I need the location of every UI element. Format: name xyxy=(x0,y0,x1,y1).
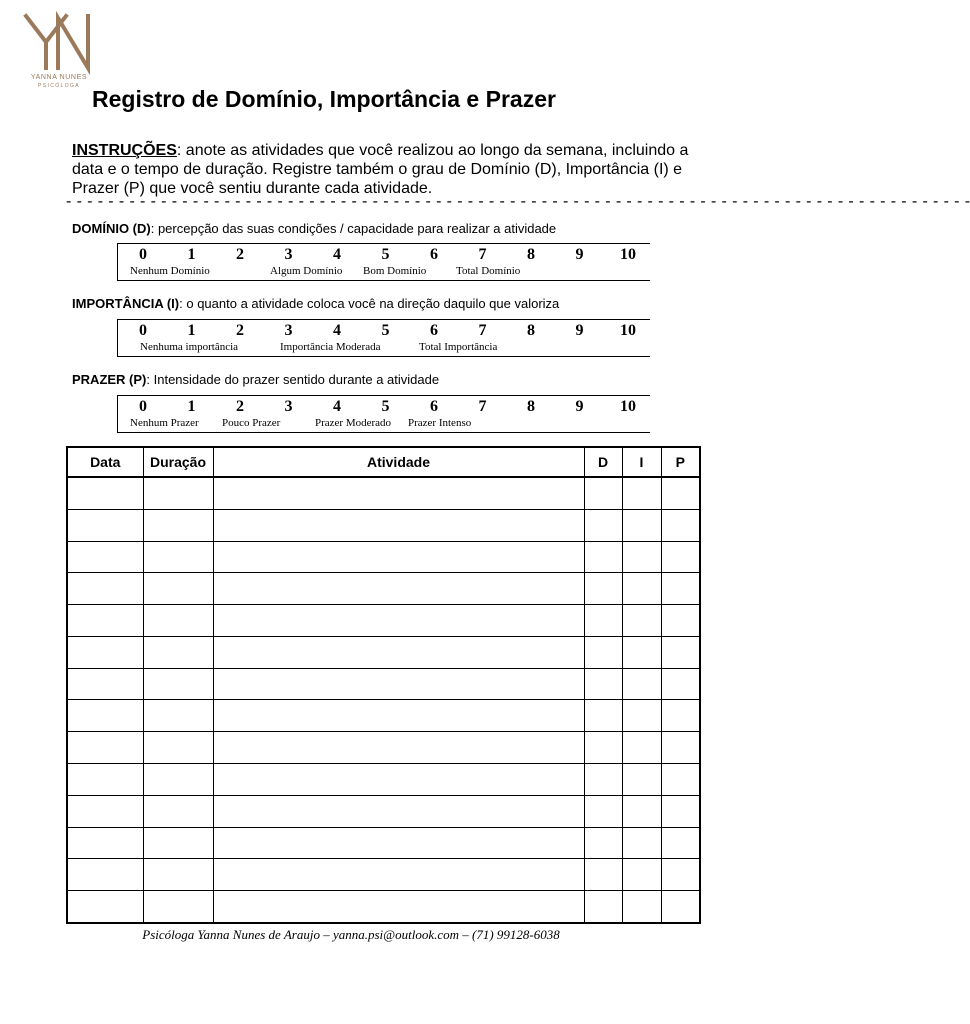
page-title: Registro de Domínio, Importância e Prazer xyxy=(92,86,556,112)
scale-label-text: : o quanto a atividade coloca você na direção daquilo que valoriza xyxy=(179,296,560,311)
scale-number: 1 xyxy=(187,322,196,339)
cell-i[interactable] xyxy=(622,795,661,827)
scale-number: 5 xyxy=(381,322,390,339)
table-row xyxy=(67,573,700,605)
cell-atividade[interactable] xyxy=(213,891,584,923)
scale-descriptor: Nenhum Domínio xyxy=(130,265,210,277)
cell-data[interactable] xyxy=(67,477,143,509)
cell-data[interactable] xyxy=(67,795,143,827)
scale-number: 5 xyxy=(381,398,390,415)
scale-label-bold: PRAZER (P) xyxy=(72,372,147,387)
cell-atividade[interactable] xyxy=(213,668,584,700)
cell-data[interactable] xyxy=(67,764,143,796)
scale-descriptor: Pouco Prazer xyxy=(222,417,281,429)
scale-prazer xyxy=(117,395,650,433)
cell-i[interactable] xyxy=(622,827,661,859)
cell-duracao[interactable] xyxy=(143,605,213,637)
cell-d[interactable] xyxy=(584,827,622,859)
cell-duracao[interactable] xyxy=(143,732,213,764)
scale-label-importancia xyxy=(72,296,559,311)
cell-duracao[interactable] xyxy=(143,668,213,700)
cell-d[interactable] xyxy=(584,605,622,637)
scale-number: 4 xyxy=(333,322,341,339)
cell-d[interactable] xyxy=(584,573,622,605)
scale-number: 6 xyxy=(430,322,438,339)
cell-d[interactable] xyxy=(584,891,622,923)
cell-p[interactable] xyxy=(661,541,700,573)
scale-number: 10 xyxy=(620,322,636,339)
header-duracao: Duração xyxy=(143,447,213,477)
cell-atividade[interactable] xyxy=(213,795,584,827)
cell-duracao[interactable] xyxy=(143,636,213,668)
header-p: P xyxy=(661,447,700,477)
cell-i[interactable] xyxy=(622,636,661,668)
scale-dominio xyxy=(117,243,650,281)
cell-data[interactable] xyxy=(67,636,143,668)
scale-label-dominio xyxy=(72,221,556,236)
cell-data[interactable] xyxy=(67,827,143,859)
cell-data[interactable] xyxy=(67,541,143,573)
header-i: I xyxy=(622,447,661,477)
cell-p[interactable] xyxy=(661,764,700,796)
scale-descriptor: Total Importância xyxy=(419,341,498,353)
cell-p[interactable] xyxy=(661,700,700,732)
cell-duracao[interactable] xyxy=(143,827,213,859)
scale-number: 0 xyxy=(139,398,147,415)
cell-atividade[interactable] xyxy=(213,541,584,573)
scale-number: 2 xyxy=(236,322,244,339)
cell-data[interactable] xyxy=(67,668,143,700)
instructions-text: : anote as atividades que você realizou ao longo da semana, incluindo a data e o tempo de duração. Registre também o grau de Domínio (D), Importância (I) e Prazer (P) que você sentiu durante cada atividade. xyxy=(72,142,689,197)
scale-number: 8 xyxy=(527,322,535,339)
cell-d[interactable] xyxy=(584,732,622,764)
cell-atividade[interactable] xyxy=(213,700,584,732)
cell-i[interactable] xyxy=(622,605,661,637)
scale-number: 9 xyxy=(575,246,584,263)
scale-number: 0 xyxy=(139,322,147,339)
scale-number: 2 xyxy=(236,246,244,263)
table-row xyxy=(67,827,700,859)
scale-number: 3 xyxy=(284,246,293,263)
cell-duracao[interactable] xyxy=(143,541,213,573)
cell-d[interactable] xyxy=(584,477,622,509)
cell-atividade[interactable] xyxy=(213,764,584,796)
table-row xyxy=(67,891,700,923)
cell-i[interactable] xyxy=(622,668,661,700)
scale-number: 10 xyxy=(620,246,636,263)
scale-label-bold: IMPORTÂNCIA (I) xyxy=(72,296,180,311)
scale-number: 1 xyxy=(187,246,196,263)
cell-atividade[interactable] xyxy=(213,827,584,859)
cell-p[interactable] xyxy=(661,827,700,859)
cell-i[interactable] xyxy=(622,891,661,923)
scale-label-text: : percepção das suas condições / capacidade para realizar a atividade xyxy=(150,221,557,236)
yn-monogram-icon xyxy=(22,12,96,72)
cell-d[interactable] xyxy=(584,859,622,891)
scale-number: 6 xyxy=(430,398,438,415)
scale-number: 9 xyxy=(575,398,584,415)
scale-descriptor: Total Domínio xyxy=(456,265,521,277)
table-row xyxy=(67,477,700,509)
cell-duracao[interactable] xyxy=(143,764,213,796)
table-row xyxy=(67,764,700,796)
table-row xyxy=(67,668,700,700)
cell-d[interactable] xyxy=(584,795,622,827)
cell-i[interactable] xyxy=(622,732,661,764)
scale-importancia xyxy=(117,319,650,357)
cell-i[interactable] xyxy=(622,509,661,541)
scale-number: 5 xyxy=(381,246,390,263)
table-row xyxy=(67,732,700,764)
scale-number: 0 xyxy=(139,246,147,263)
scale-number: 10 xyxy=(620,398,636,415)
cell-p[interactable] xyxy=(661,859,700,891)
brand-logo xyxy=(18,12,100,92)
scale-descriptor: Nenhum Prazer xyxy=(130,417,199,429)
cell-duracao[interactable] xyxy=(143,700,213,732)
scale-number: 8 xyxy=(527,398,535,415)
cell-data[interactable] xyxy=(67,700,143,732)
cell-atividade[interactable] xyxy=(213,636,584,668)
cell-data[interactable] xyxy=(67,605,143,637)
cell-p[interactable] xyxy=(661,573,700,605)
scale-number: 6 xyxy=(430,246,438,263)
instructions-lead: INSTRUÇÕES xyxy=(72,142,177,159)
cell-d[interactable] xyxy=(584,764,622,796)
scale-label-bold: DOMÍNIO (D) xyxy=(72,221,151,236)
scale-descriptor: Importância Moderada xyxy=(280,341,381,353)
cell-d[interactable] xyxy=(584,668,622,700)
scale-descriptor: Prazer Moderado xyxy=(315,417,392,429)
cell-duracao[interactable] xyxy=(143,795,213,827)
scale-number: 7 xyxy=(478,246,487,263)
cell-data[interactable] xyxy=(67,891,143,923)
cell-p[interactable] xyxy=(661,891,700,923)
scale-descriptor: Algum Domínio xyxy=(270,265,343,277)
cell-duracao[interactable] xyxy=(143,509,213,541)
table-row xyxy=(67,795,700,827)
cell-d[interactable] xyxy=(584,636,622,668)
cell-p[interactable] xyxy=(661,732,700,764)
scale-number: 1 xyxy=(187,398,196,415)
instructions xyxy=(72,141,702,198)
scale-number: 2 xyxy=(236,398,244,415)
cell-atividade[interactable] xyxy=(213,732,584,764)
scale-number: 7 xyxy=(478,398,487,415)
header-atividade: Atividade xyxy=(213,447,584,477)
logo-name: YANNA NUNES xyxy=(30,74,88,81)
table-header-row xyxy=(67,447,700,477)
cell-duracao[interactable] xyxy=(143,859,213,891)
dashed-divider: - - - - - - - - - - - - - - - - - - - - - - - - - - - - - - - - - - - - - - - - - - - - - - - - - - - - - - - - - - - - - - - - - - - - - - - - - - - - - - - - - - - - - - xyxy=(66,193,970,210)
activity-table xyxy=(66,446,701,924)
cell-data[interactable] xyxy=(67,859,143,891)
scale-label-text: : Intensidade do prazer sentido durante a atividade xyxy=(146,372,440,387)
scale-number: 4 xyxy=(333,246,341,263)
table-row xyxy=(67,700,700,732)
cell-d[interactable] xyxy=(584,509,622,541)
cell-data[interactable] xyxy=(67,509,143,541)
cell-atividade[interactable] xyxy=(213,605,584,637)
table-row xyxy=(67,541,700,573)
scale-number: 9 xyxy=(575,322,584,339)
cell-duracao[interactable] xyxy=(143,477,213,509)
cell-duracao[interactable] xyxy=(143,573,213,605)
table-row xyxy=(67,636,700,668)
table-row xyxy=(67,605,700,637)
footer-contact: Psicóloga Yanna Nunes de Araujo – yanna.psi@outlook.com – (71) 99128-6038 xyxy=(142,927,560,942)
header-d: D xyxy=(584,447,622,477)
cell-d[interactable] xyxy=(584,541,622,573)
cell-atividade[interactable] xyxy=(213,573,584,605)
scale-number: 3 xyxy=(284,322,293,339)
cell-i[interactable] xyxy=(622,541,661,573)
cell-d[interactable] xyxy=(584,700,622,732)
cell-i[interactable] xyxy=(622,700,661,732)
cell-data[interactable] xyxy=(67,573,143,605)
cell-p[interactable] xyxy=(661,668,700,700)
cell-i[interactable] xyxy=(622,859,661,891)
cell-atividade[interactable] xyxy=(213,477,584,509)
table-row xyxy=(67,509,700,541)
cell-i[interactable] xyxy=(622,573,661,605)
scale-number: 8 xyxy=(527,246,535,263)
logo-subtitle: PSICÓLOGA xyxy=(37,83,81,89)
scale-descriptor: Bom Domínio xyxy=(363,265,427,277)
header-data: Data xyxy=(67,447,143,477)
cell-atividade[interactable] xyxy=(213,859,584,891)
cell-duracao[interactable] xyxy=(143,891,213,923)
cell-data[interactable] xyxy=(67,732,143,764)
cell-p[interactable] xyxy=(661,795,700,827)
cell-p[interactable] xyxy=(661,509,700,541)
scale-number: 3 xyxy=(284,398,293,415)
scale-number: 7 xyxy=(478,322,487,339)
scale-label-prazer xyxy=(72,372,439,387)
table-row xyxy=(67,859,700,891)
cell-p[interactable] xyxy=(661,605,700,637)
scale-number: 4 xyxy=(333,398,341,415)
scale-descriptor: Nenhuma importância xyxy=(140,341,239,353)
scale-descriptor: Prazer Intenso xyxy=(408,417,472,429)
cell-p[interactable] xyxy=(661,636,700,668)
cell-atividade[interactable] xyxy=(213,509,584,541)
cell-i[interactable] xyxy=(622,764,661,796)
cell-i[interactable] xyxy=(622,477,661,509)
cell-p[interactable] xyxy=(661,477,700,509)
